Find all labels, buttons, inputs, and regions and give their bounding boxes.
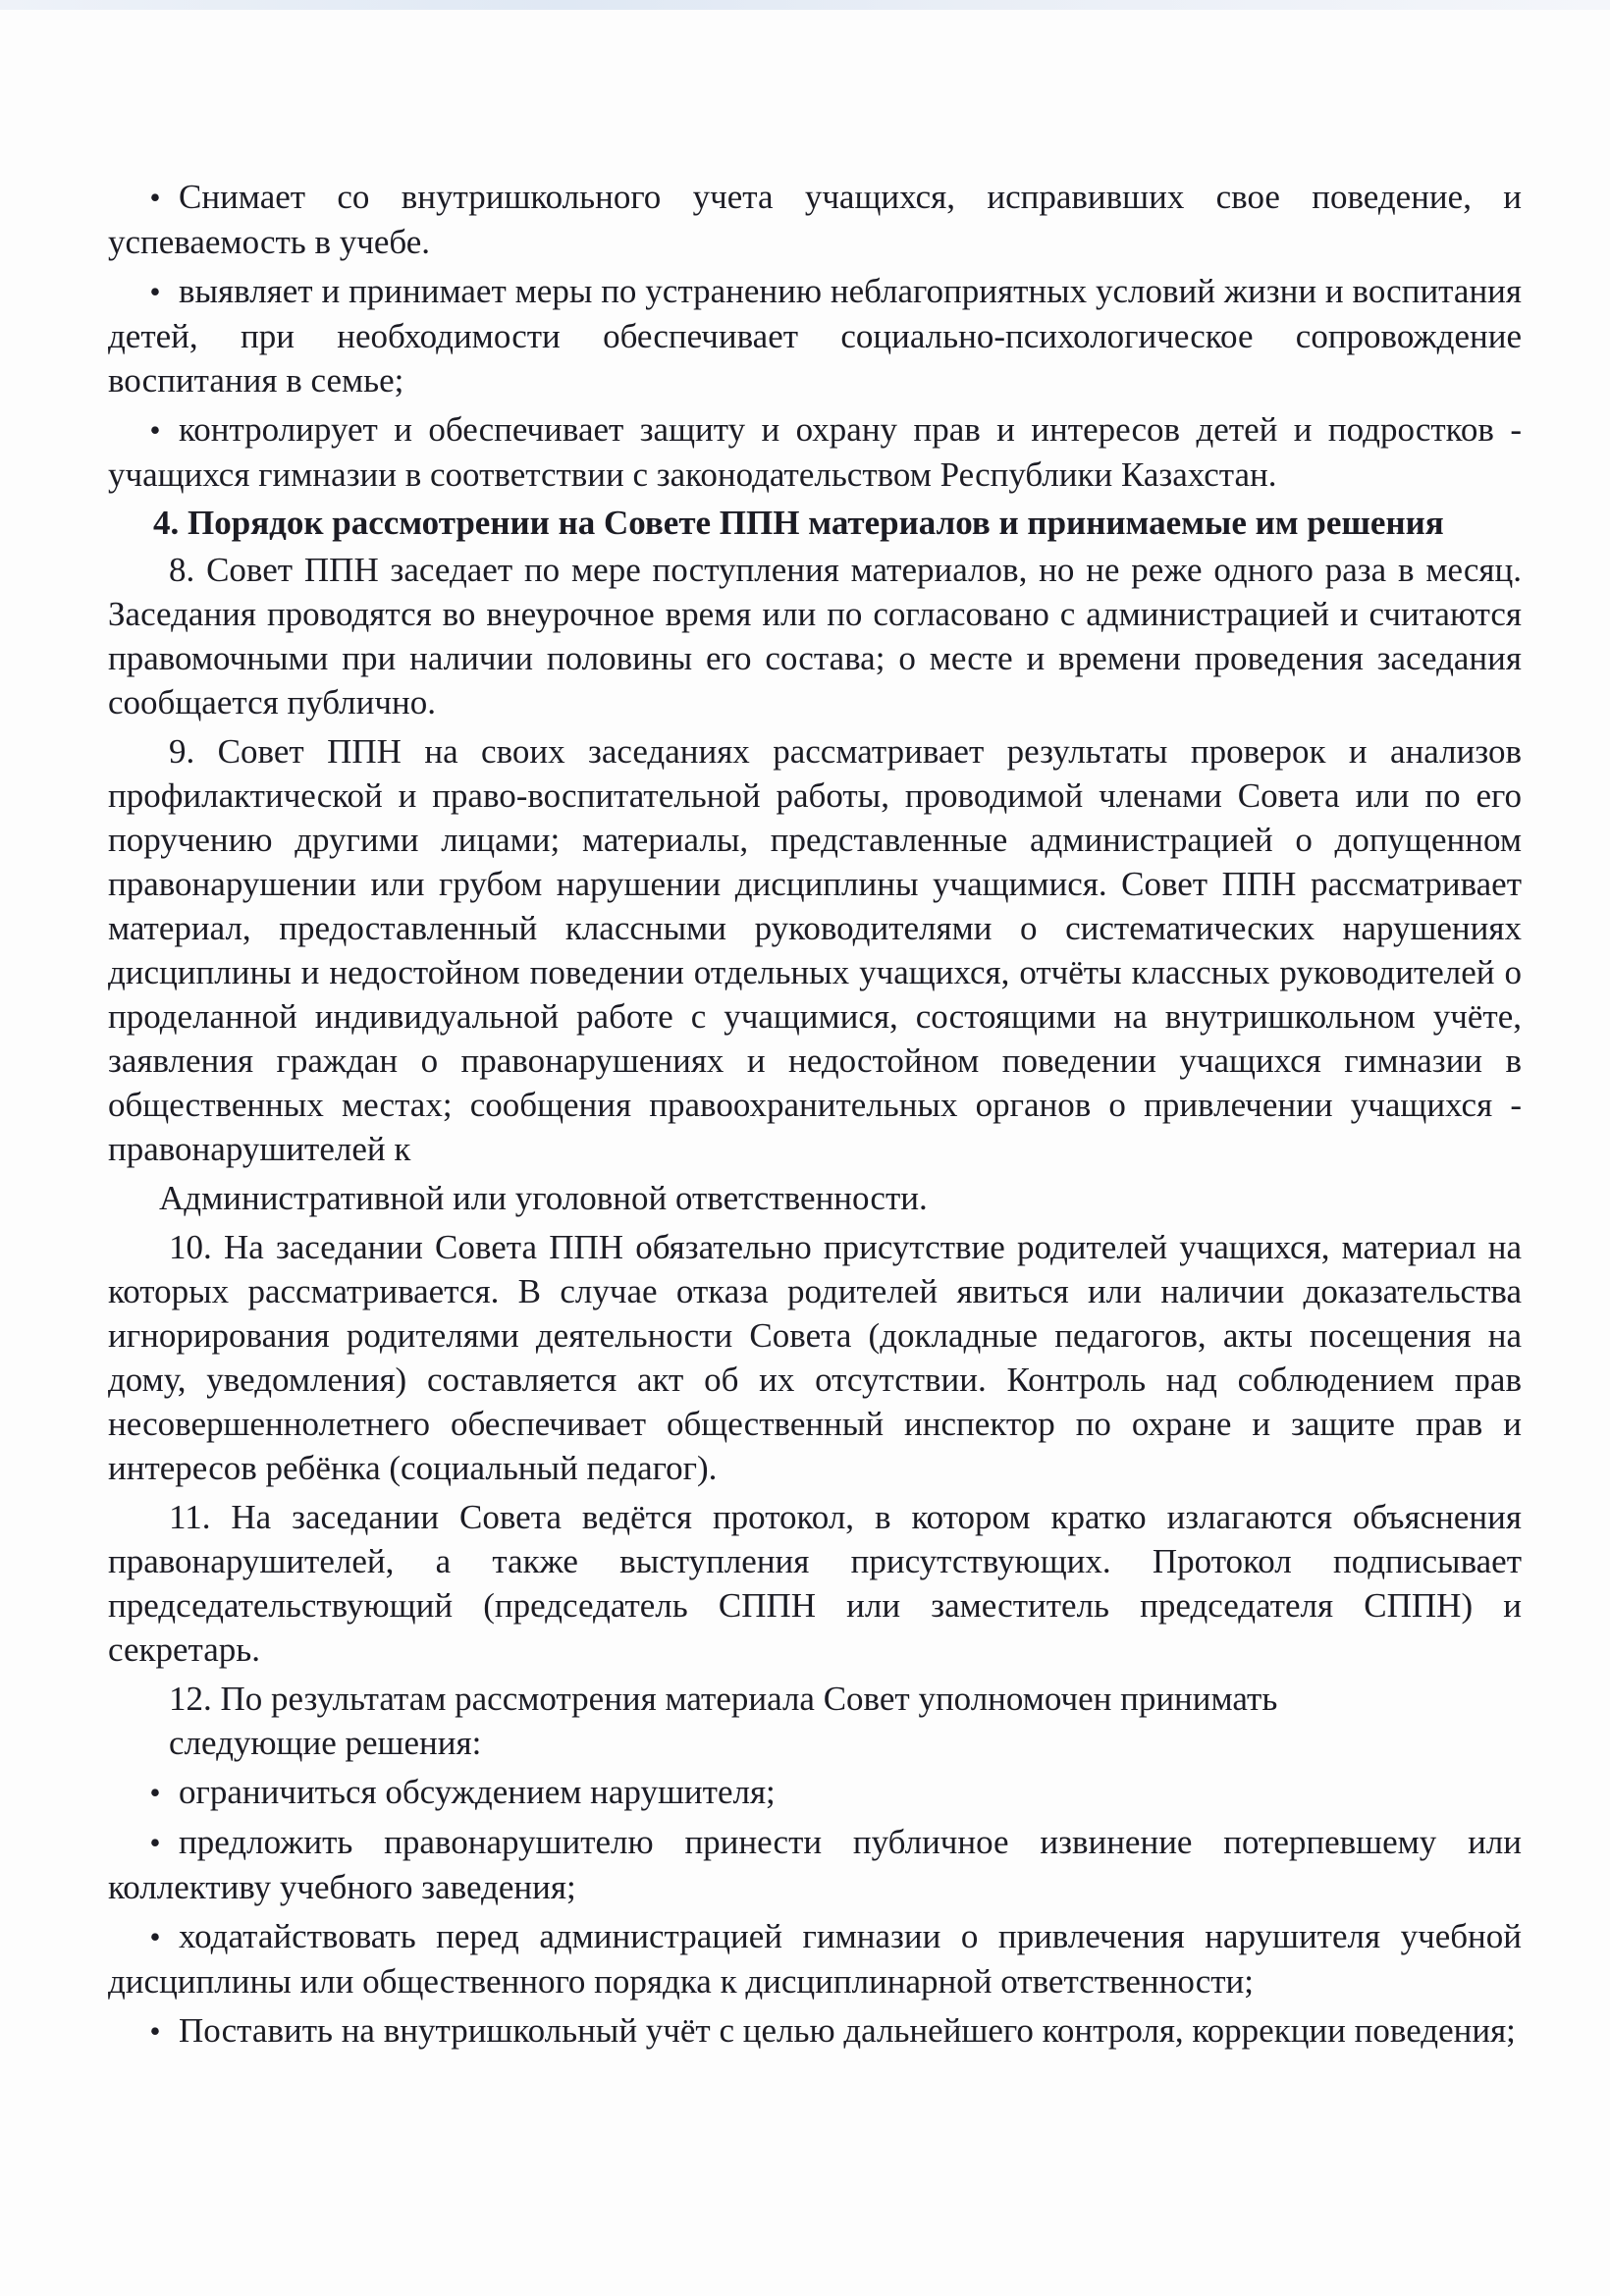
bullet-item: • контролирует и обеспечивает защиту и охрану прав и интересов детей и подростков - учащихся гимназии в соответствии с законодательством Республики Казахстан.	[108, 407, 1522, 497]
bullet-item: • выявляет и принимает меры по устранению неблагоприятных условий жизни и воспитания детей, при необходимости обеспечивает социально-психологическое сопровождение воспитания в семье;	[108, 269, 1522, 402]
decision-bullet: • ходатайствовать перед администрацией гимназии о привлечения нарушителя учебной дисциплины или общественного порядка к дисциплинарной ответственности;	[108, 1914, 1522, 2003]
paragraph-12-line-2: следующие решения:	[169, 1724, 482, 1762]
paragraph-8: 8. Совет ППН заседает по мере поступления материалов, но не реже одного раза в месяц. Заседания проводятся во внеурочное время или по согласовано с администрацией и считаются правомочными при наличии половины его состава; о месте и времени проведения заседания сообщается публично.	[108, 551, 1522, 721]
paragraph-10: 10. На заседании Совета ППН обязательно присутствие родителей учащихся, материал на которых рассматривается. В случае отказа родителей явиться или наличии доказательства игнорирования родителями деятельности Совета (докладные педагогов, акты посещения на дому, уведомления) составляется акт об их отсутствии. Контроль над соблюдением прав несовершеннолетнего обеспечивает общественный инспектор по охране и защите прав и интересов ребёнка (социальный педагог).	[108, 1228, 1522, 1487]
bullet-item: • Снимает со внутришкольного учета учащихся, исправивших свое поведение, и успеваемость в учебе.	[108, 175, 1522, 264]
paragraph-11: 11. На заседании Совета ведётся протокол, в котором кратко излагаются объяснения правонарушителей, а также выступления присутствующих. Протокол подписывает председательствующий (председатель СППН или заместитель председателя СППН) и секретарь.	[108, 1498, 1522, 1669]
paragraph-12-line-1: 12. По результатам рассмотрения материала Совет уполномочен принимать	[169, 1680, 1278, 1718]
decision-bullet: • предложить правонарушителю принести публичное извинение потерпевшему или коллективу учебного заведения;	[108, 1820, 1522, 1909]
section-heading: 4. Порядок рассмотрении на Совете ППН материалов и принимаемые им решения	[153, 504, 1444, 542]
paragraph-9-continuation: Административной или уголовной ответственности.	[159, 1179, 928, 1217]
paragraph-9: 9. Совет ППН на своих заседаниях рассматривает результаты проверок и анализов профилактической и право-воспитательной работы, проводимой членами Совета или по его поручению другими лицами; материалы, представленные администрацией о допущенном правонарушении или грубом нарушении дисциплины учащимися. Совет ППН рассматривает материал, предоставленный классными руководителями о систематических нарушениях дисциплины и недостойном поведении отдельных учащихся, отчёты классных руководителей о проделанной индивидуальной работе с учащимися, состоящими на внутришкольном учёте, заявления граждан о правонарушениях и недостойном поведении учащихся гимназии в общественных местах; сообщения правоохранительных органов о привлечении учащихся - правонарушителей к	[108, 732, 1522, 1168]
scan-edge	[0, 0, 1610, 10]
decision-bullet: • ограничиться обсуждением нарушителя;	[108, 1770, 1522, 1815]
decision-bullet: • Поставить на внутришкольный учёт с целью дальнейшего контроля, коррекции поведения;	[108, 2008, 1522, 2054]
paragraph-12	[108, 1677, 1522, 1765]
document-body	[108, 175, 1522, 2058]
